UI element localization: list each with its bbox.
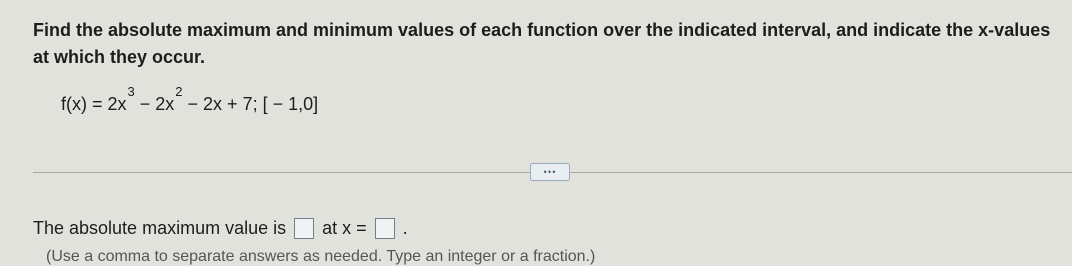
answer-period: . (402, 218, 408, 238)
function-suffix: − 2x + 7; [ − 1,0] (182, 94, 319, 114)
maximum-value-input[interactable] (294, 218, 314, 239)
function-middle: − 2x (134, 94, 175, 114)
exponent-2: 2 (175, 84, 183, 99)
answer-line (33, 218, 408, 239)
answer-prefix: The absolute maximum value is (33, 218, 287, 238)
instruction-note: (Use a comma to separate answers as needed. Type an integer or a fraction.) (46, 248, 596, 265)
answer-middle: at x = (322, 218, 367, 238)
more-options-button[interactable]: ⋯ (530, 163, 570, 181)
question-text: Find the absolute maximum and minimum values of each function over the indicated interval, and indicate the x-values at which they occur. (33, 20, 1051, 67)
exponent-3: 3 (127, 84, 135, 99)
function-expression (61, 85, 318, 123)
function-prefix: f(x) = 2x (61, 94, 127, 114)
x-value-input[interactable] (375, 218, 395, 239)
